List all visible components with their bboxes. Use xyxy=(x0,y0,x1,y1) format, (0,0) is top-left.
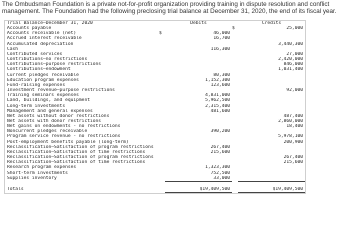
debit-amount: 481,600 xyxy=(210,108,230,114)
debit-amount: 46,000 xyxy=(213,31,230,37)
account-name: Investment revenue—purpose restrictions xyxy=(7,88,115,94)
credit-amount: 18,400 xyxy=(286,124,303,130)
credit-amount: 2,420,000 xyxy=(278,57,303,63)
account-name: Post-employment benefits payable (long-term) xyxy=(7,139,129,145)
account-name: Accumulated depreciation xyxy=(7,41,74,47)
account-name: Net assets without donor restrictions xyxy=(7,113,110,119)
debit-amount: 1,323,300 xyxy=(205,165,230,171)
debit-amount: 215,600 xyxy=(210,149,230,155)
account-name: Short-term investments xyxy=(7,170,68,176)
totals-row xyxy=(5,187,305,193)
debits-header: Debits xyxy=(190,21,207,26)
credit-amount: 92,000 xyxy=(286,88,303,94)
debit-amount: 1,152,300 xyxy=(205,77,230,83)
trial-balance-table-frame xyxy=(4,20,306,194)
account-name: Fund-raising expenses xyxy=(7,82,66,88)
debit-amount: 5,962,500 xyxy=(205,98,230,104)
debit-amount: 123,600 xyxy=(210,82,230,88)
account-name: Education program expenses xyxy=(7,77,79,83)
account-name: Training seminars expenses xyxy=(7,93,79,99)
account-name: Program service revenue - no restrictions xyxy=(7,134,121,140)
credit-amount: 200,900 xyxy=(283,139,303,145)
debit-amount: 752,500 xyxy=(210,170,230,176)
table-title: Trial Balance—December 31, 2020 xyxy=(7,21,93,26)
debit-currency: $ xyxy=(159,31,162,37)
totals-label: Totals xyxy=(7,187,24,193)
credit-currency: $ xyxy=(232,26,235,32)
account-name: Cash xyxy=(7,46,19,52)
credits-header: Credits xyxy=(261,21,282,26)
account-name: Contributed services xyxy=(7,51,63,57)
total-credit: $19,409,500 xyxy=(238,187,305,193)
account-name: Management and general expenses xyxy=(7,108,93,114)
account-name: Long-term investments xyxy=(7,103,66,109)
debit-amount: 116,300 xyxy=(210,46,230,52)
credit-amount: 267,400 xyxy=(283,155,303,161)
total-debit: $19,409,500 xyxy=(165,187,232,193)
account-name: Accrued interest receivable xyxy=(7,36,82,42)
debit-amount: 4,831,000 xyxy=(205,93,230,99)
problem-intro-text: The Ombudsman Foundation is a private not-for-profit organization providing training in dispute resolution and conflict management. The Foundation had the following preclosing trial balance at December 31, 2020, the end of its fiscal year. xyxy=(2,1,337,16)
credit-amount: 1,031,400 xyxy=(278,67,303,73)
debit-amount: 33,000 xyxy=(165,176,232,182)
credit-amount: 487,400 xyxy=(283,113,303,119)
account-name: Reclassification—Satisfaction of time restrictions xyxy=(7,149,146,155)
credit-amount: 5,978,100 xyxy=(278,134,303,140)
account-name: Net assets with donor restrictions xyxy=(7,118,102,124)
account-name: Net gains on endowments - no restrictions xyxy=(7,124,121,130)
debit-amount: 2,315,400 xyxy=(205,103,230,109)
account-name: Accounts receivable (net) xyxy=(7,31,77,37)
account-name: Noncurrent pledges receivable xyxy=(7,129,88,135)
debit-amount: 390,200 xyxy=(210,129,230,135)
account-name: Land, buildings, and equipment xyxy=(7,98,90,104)
credit-amount: 846,000 xyxy=(283,62,303,68)
account-name: Contributions—purpose restrictions xyxy=(7,62,102,68)
debit-amount: 80,300 xyxy=(213,72,230,78)
account-name: Supplies inventory xyxy=(7,175,57,181)
credit-amount: 215,600 xyxy=(283,160,303,166)
account-name: Accounts payable xyxy=(7,26,52,32)
account-name: Reclassification—Satisfaction of program restrictions xyxy=(7,155,154,161)
account-name: Reclassification—Satisfaction of time restrictions xyxy=(7,160,146,166)
credit-amount: 3,440,300 xyxy=(278,41,303,47)
credit-amount: 2,860,000 xyxy=(278,118,303,124)
debit-amount: 267,400 xyxy=(210,144,230,150)
credit-amount: 25,000 xyxy=(286,26,303,32)
account-name: Reclassification—Satisfaction of program restrictions xyxy=(7,144,154,150)
account-name: Contributions—no restrictions xyxy=(7,57,88,63)
account-name: Contributions—endowment xyxy=(7,67,71,73)
credit-amount: 27,000 xyxy=(286,51,303,57)
account-name: Current pledges receivable xyxy=(7,72,79,78)
account-name: Research program expenses xyxy=(7,165,77,171)
debit-amount: 16,700 xyxy=(213,36,230,42)
trial-balance-table xyxy=(5,21,305,193)
